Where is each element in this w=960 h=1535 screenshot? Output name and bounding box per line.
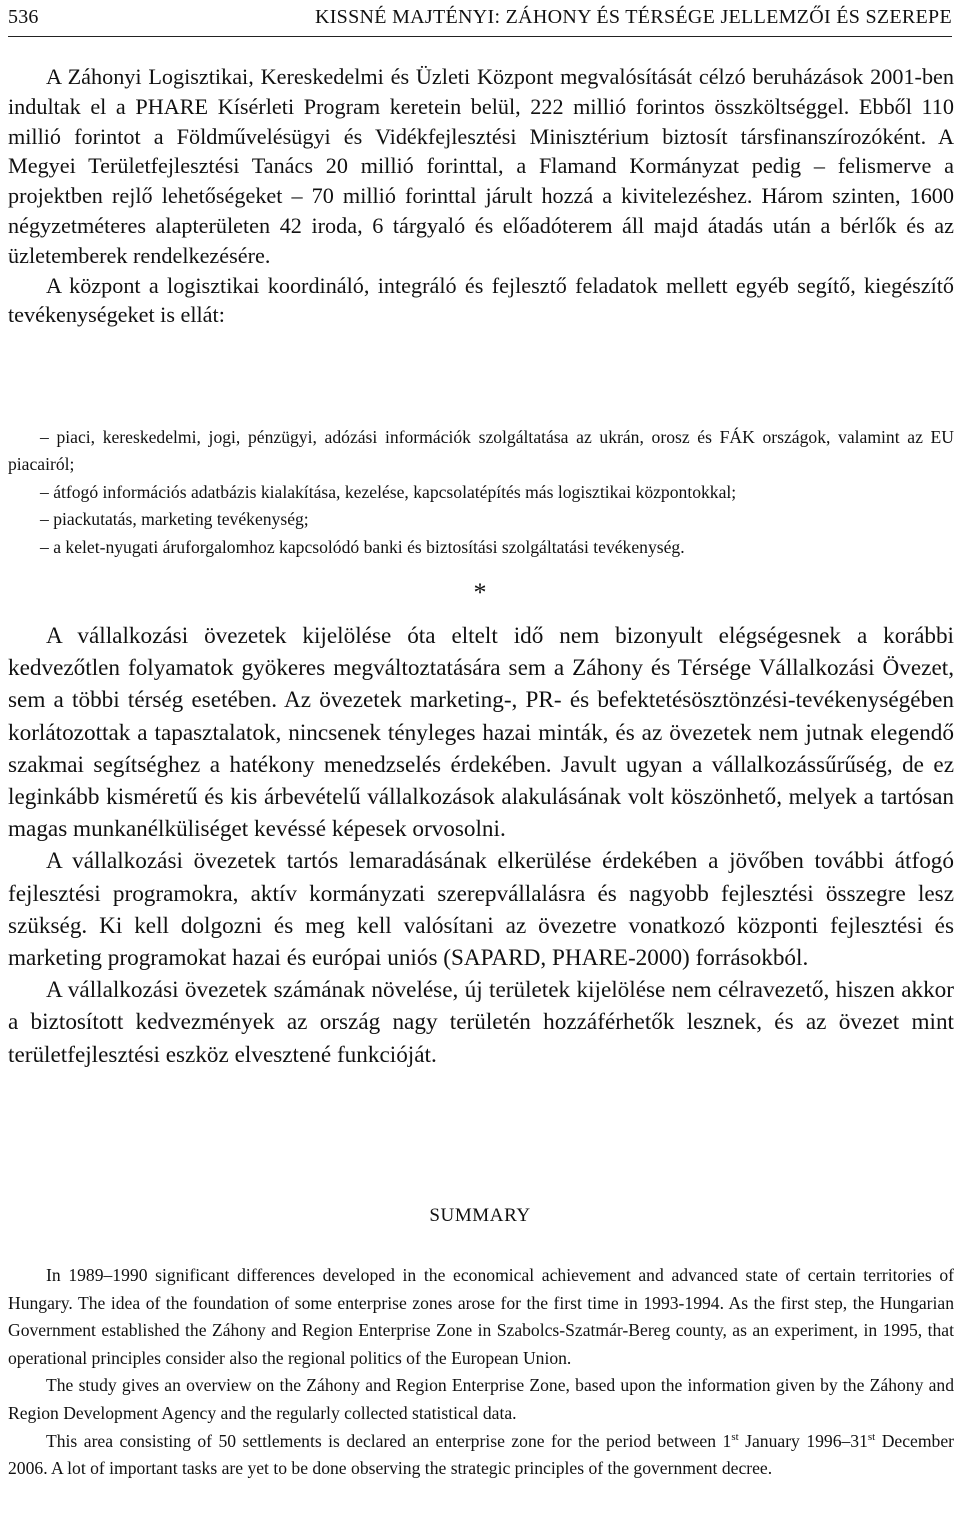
summary-paragraph — [8, 1428, 954, 1483]
summary-paragraph: In 1989–1990 significant differences developed in the economical achievement and advanced state of certain territories of Hungary. The idea of the foundation of some enterprise zones arose for the first time in 1993-1994. As the first step, the Hungarian Government established the Záhony and Region Enterprise Zone in Szabolcs-Szatmár-Bereg county, as an experiment, in 1995, that operational principles consider also the regional politics of the European Union. — [8, 1265, 954, 1368]
conclusion-paragraph: A vállalkozási övezetek számának növelése, új területek kijelölése nem célravezető, hiszen akkor a biztosított kedvezmények az ország nagy területén hozzáférhetők lesznek, és az övezet mint területfejlesztési eszköz elvesztené funkcióját. — [8, 977, 954, 1068]
summary-section — [8, 1262, 954, 1483]
page-number: 536 — [8, 6, 39, 28]
summary-heading: SUMMARY — [429, 1205, 531, 1226]
summary-text: This area consisting of 50 settlements is declared an enterprise zone for the period between 1 — [46, 1430, 732, 1451]
conclusion-section — [8, 620, 954, 1071]
section-separator: * — [473, 578, 487, 607]
list-item: – átfogó információs adatbázis kialakítása, kezelése, kapcsolatépítés más logisztikai központokkal; — [40, 481, 737, 502]
intro-section — [8, 62, 954, 330]
intro-paragraph: A központ a logisztikai koordináló, integráló és fejlesztő feladatok mellett egyéb segítő, kiegészítő tevékenységeket is ellát: — [8, 272, 954, 328]
list-item: – piackutatás, marketing tevékenység; — [40, 509, 309, 530]
list-item: – piaci, kereskedelmi, jogi, pénzügyi, adózási információk szolgáltatása az ukrán, orosz és FÁK országok, valamint az EU piacairól; — [8, 427, 954, 475]
service-list — [8, 424, 954, 561]
conclusion-paragraph: A vállalkozási övezetek kijelölése óta eltelt idő nem bizonyult elégségesnek a korábbi kedvezőtlen folyamatok gyökeres megváltoztatására sem a Záhony és Térsége Vállalkozási Övezet, sem a többi térség esetében. Az övezetek marketing-, PR- és befektetésösztönzési-tevékenységében korlátozottak a tapasztalatok, nincsenek tényleges hazai minták, és az övezetek nem jutnak elegendő szakmai segítséghez a hatékony menedzselés érdekében. Javult ugyan a vállalkozássűrűség, de ez leginkább kisméretű és kis árbevételű vállalkozások alakulásának volt köszönhető, melyek a tartósan magas munkanélküliséget kevéssé képesek orvosolni. — [8, 623, 954, 843]
summary-paragraph: The study gives an overview on the Záhony and Region Enterprise Zone, based upon the information given by the Záhony and Region Development Agency and the regularly collected statistical data. — [8, 1375, 954, 1423]
summary-text: December 2006. A lot of important tasks are yet to be done observing the strategic principles of the government decree. — [8, 1430, 955, 1479]
ordinal-suffix: st — [731, 1430, 739, 1443]
intro-paragraph: A Záhonyi Logisztikai, Kereskedelmi és Üzleti Központ megvalósítását célzó beruházások 2001-ben indultak el a PHARE Kísérleti Program keretein belül, 222 millió forintos összköltséggel. Ebből 110 millió forintot a Földművelésügyi és Vidékfejlesztési Minisztérium biztosít társfinanszírozóként. A Megyei Területfejlesztési Tanács 20 millió forinttal, a Flamand Kormányzat pedig – felismerve a projektben rejlő lehetőségeket – 70 millió forinttal járult hozzá a kivitelezéshez. Három szinten, 1600 négyzetméteres alapterületen 42 iroda, 6 tárgyaló és előadóterem áll majd átadás után a bérlők és az üzletemberek rendelkezésére. — [8, 64, 954, 268]
running-title: KISSNÉ MAJTÉNYI: ZÁHONY ÉS TÉRSÉGE JELLEMZŐI ÉS SZEREPE — [314, 6, 952, 28]
running-header — [8, 2, 952, 37]
ordinal-suffix: st — [867, 1430, 876, 1443]
conclusion-paragraph: A vállalkozási övezetek tartós lemaradásának elkerülése érdekében a jövőben további átfogó fejlesztési programokra, aktív kormányzati szerepvállalásra és nagyobb fejlesztési összegre lesz szükség. Ki kell dolgozni és meg kell valósítani az övezetre vonatkozó központi fejlesztési és marketing programokat hazai és európai uniós (SAPARD, PHARE-2000) forrásokból. — [8, 848, 954, 972]
summary-text: January 1996–31 — [738, 1430, 868, 1451]
list-item: – a kelet-nyugati áruforgalomhoz kapcsolódó banki és biztosítási szolgáltatási tevékenység. — [40, 536, 685, 557]
